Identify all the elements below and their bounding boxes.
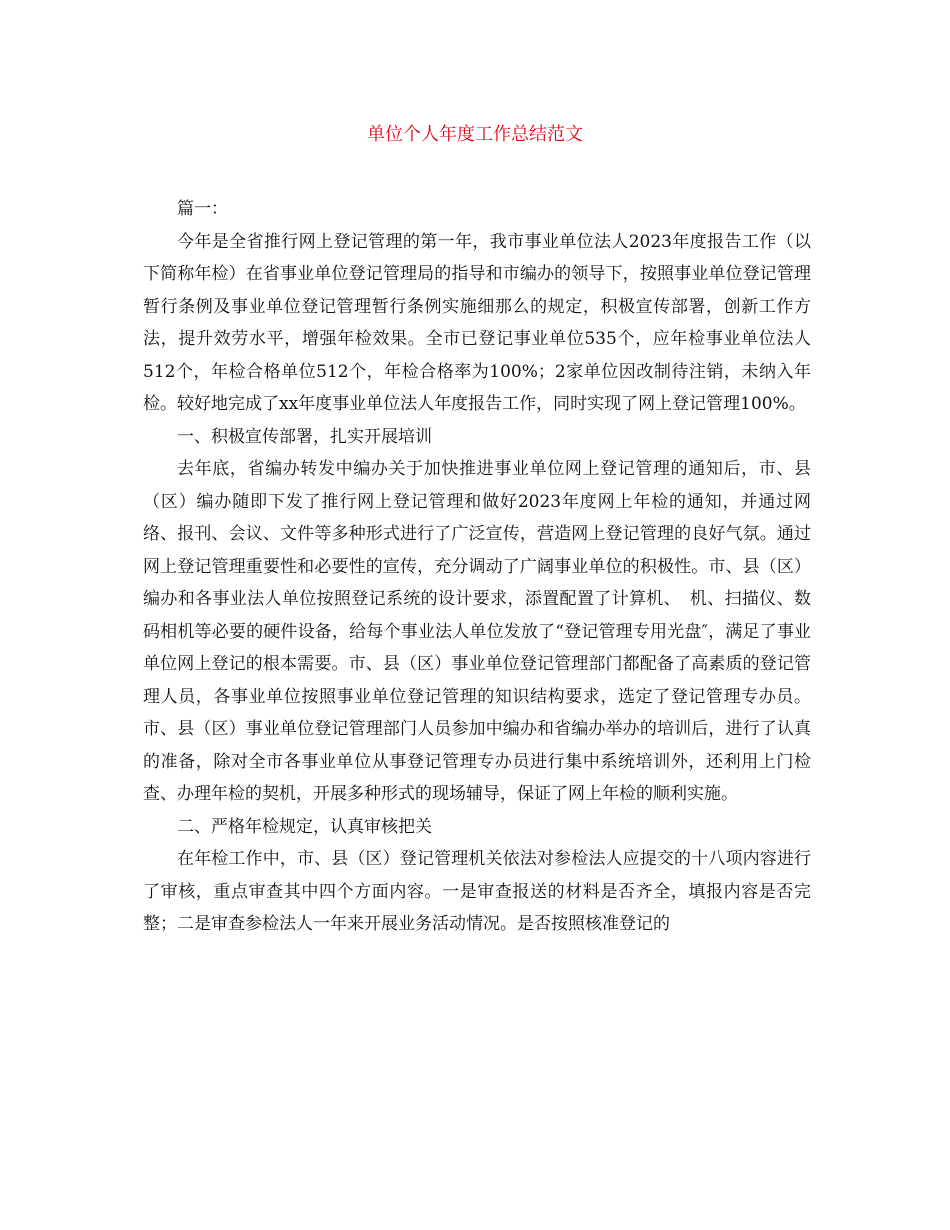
section-heading-1: 一、积极宣传部署，扎实开展培训 <box>177 426 432 447</box>
paragraph-training: 去年底，省编办转发中编办关于加快推进事业单位网上登记管理的通知后，市、县（区）编办随即下发了推行网上登记管理和做好2023年度网上年检的通知，并通过网络、报刊、会议、文件等多种形式进行了广泛宣传，营造网上登记管理的良好气氛。通过网上登记管理重要性和必要性的宣传，充分调动了广阔事业单位的积极性。市、县（区）编办和各事业法人单位按照登记系统的设计要求，添置配置了计算机、 机、扫描仪、数码相机等必要的硬件设备，给每个事业法人单位发放了“登记管理专用光盘″，满足了事业单位网上登记的根本需要。市、县（区）事业单位登记管理部门都配备了高素质的登记管理人员，各事业单位按照事业单位登记管理的知识结构要求，选定了登记管理专办员。市、县（区）事业单位登记管理部门人员参加中编办和省编办举办的培训后，进行了认真的准备，除对全市各事业单位从事登记管理专办员进行集中系统培训外，还利用上门检查、办理年检的契机，开展多种形式的现场辅导，保证了网上年检的顺利实施。 <box>143 459 811 804</box>
paragraph-intro: 今年是全省推行网上登记管理的第一年，我市事业单位法人2023年度报告工作（以下简称年检）在省事业单位登记管理局的指导和市编办的领导下，按照事业单位登记管理暂行条例及事业单位登记管理暂行条例实施细那么的规定，积极宣传部署，创新工作方法，提升效劳水平，增强年检效果。全市已登记事业单位535个，应年检事业单位法人512个，年检合格单位512个，年检合格率为100%；2家单位因改制待注销，未纳入年检。较好地完成了xx年度事业单位法人年度报告工作，同时实现了网上登记管理100%。 <box>143 231 811 414</box>
section-label-part-one: 篇一： <box>177 199 228 219</box>
paragraph-review: 在年检工作中，市、县（区）登记管理机关依法对参检法人应提交的十八项内容进行了审核，重点审查其中四个方面内容。一是审查报送的材料是否齐全，填报内容是否完整；二是审查参检法人一年来开展业务活动情况。是否按照核准登记的 <box>143 849 811 934</box>
document-title: 单位个人年度工作总结范文 <box>367 124 583 145</box>
section-heading-2: 二、严格年检规定，认真审核把关 <box>177 816 432 837</box>
document-body <box>143 193 811 941</box>
